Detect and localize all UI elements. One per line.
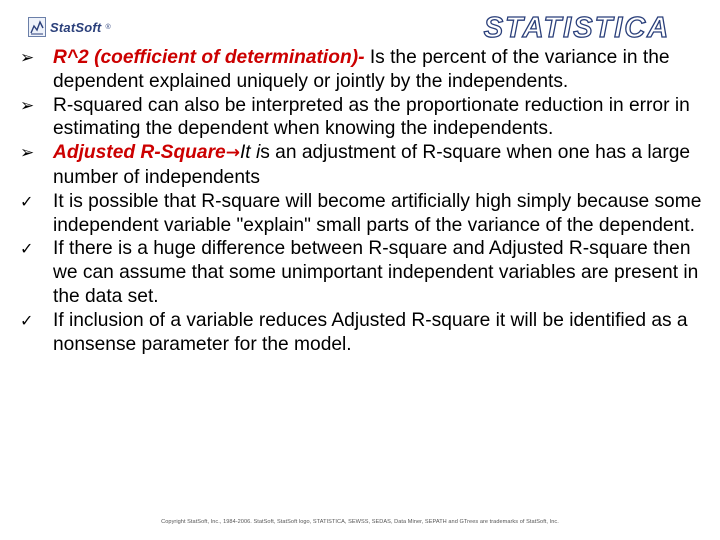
- arrowhead-bullet-icon: ➢: [20, 95, 35, 115]
- copyright-footer: Copyright StatSoft, Inc., 1984-2006. StatSoft, StatSoft logo, STATISTICA, SEWSS, SEDAS, Data Miner, SEPATH and GTrees are trademarks of StatSoft, Inc.: [161, 519, 559, 525]
- bullet-item-artificially-high: [20, 190, 704, 238]
- arrowhead-bullet-icon: ➢: [20, 143, 35, 163]
- artificially-high-text: It is possible that R-square will become artificially high simply because some independent variable "explain" small parts of the variance of the dependent.: [53, 190, 702, 236]
- bullet-list: [20, 46, 704, 356]
- adjusted-r-square-term: Adjusted R-Square: [53, 142, 226, 164]
- right-arrow-icon: →: [225, 143, 240, 164]
- bullet-item-r-squared: [20, 94, 704, 142]
- check-bullet-icon: ✓: [20, 310, 34, 330]
- bullet-item-nonsense-parameter: [20, 309, 704, 357]
- check-bullet-icon: ✓: [20, 191, 34, 211]
- r2-term: R^2 (coefficient of determination)-: [53, 47, 365, 68]
- statistica-logo: [446, 10, 708, 44]
- statsoft-wordmark: StatSoft: [50, 19, 102, 35]
- check-bullet-icon: ✓: [20, 239, 34, 259]
- adjusted-italic-lead: It i: [239, 142, 261, 164]
- r2-definition: Is the percent of the variance in the dependent explained uniquely or jointly by the independents.: [53, 47, 670, 92]
- registered-mark: ®: [105, 23, 111, 31]
- bullet-item-r2: [20, 46, 704, 94]
- adjusted-definition: s an adjustment of R-square when one has a large number of independents: [53, 142, 691, 188]
- huge-difference-text: If there is a huge difference between R-square and Adjusted R-square then we can assume that some unimportant independent variables are present in the data set.: [53, 238, 699, 307]
- nonsense-parameter-text: If inclusion of a variable reduces Adjusted R-square it will be identified as a nonsense parameter for the model.: [53, 309, 688, 355]
- statistica-wordmark: STATISTICA: [483, 12, 671, 44]
- bullet-item-adjusted: [20, 141, 704, 190]
- statsoft-logo: [28, 14, 111, 40]
- bullet-item-huge-difference: [20, 237, 704, 308]
- r-squared-text: R-squared can also be interpreted as the proportionate reduction in error in estimating the dependent when knowing the independents.: [53, 94, 690, 140]
- arrowhead-bullet-icon: ➢: [20, 48, 35, 67]
- statsoft-chart-icon: [28, 17, 46, 37]
